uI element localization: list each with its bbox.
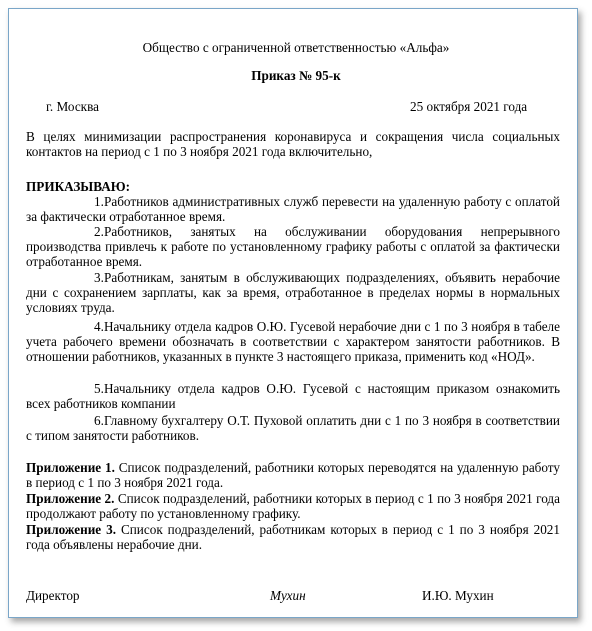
appendix-text: Список подразделений, работники которых переводятся на удаленную работу в период с 1 по 3 ноября 2021 года. — [26, 460, 560, 490]
item-text: Работникам, занятым в обслуживающих подразделениях, объявить нерабочие дни с сохранением зарплаты, как за время, отработанное в пределах нормы в нормальных условиях труда. — [26, 270, 560, 315]
appendix-label: Приложение 3. — [26, 522, 116, 537]
item-text: Работников административных служб перевести на удаленную работу с оплатой за фактически отработанное время. — [26, 194, 560, 224]
handwritten-signature: Мухин — [270, 588, 306, 603]
signer-name: И.Ю. Мухин — [422, 588, 494, 603]
appendix-label: Приложение 1. — [26, 460, 115, 475]
signer-role: Директор — [26, 588, 80, 603]
order-item-4 — [26, 319, 560, 364]
appendix-3 — [26, 522, 560, 552]
intro-paragraph: В целях минимизации распространения коронавируса и сокращения числа социальных контактов на период с 1 по 3 ноября 2021 года включительно, — [26, 129, 560, 159]
item-number: 3. — [94, 270, 104, 285]
appendix-1 — [26, 460, 560, 490]
item-text: Начальнику отдела кадров О.Ю. Гусевой нерабочие дни с 1 по 3 ноября в табеле учета рабочего времени обозначать в соответствии с характером занятости работников. В отношении работников, указанных в пункте 3 настоящего приказа, применить код «НОД». — [26, 319, 560, 364]
item-number: 6. — [94, 413, 104, 428]
item-text: Начальнику отдела кадров О.Ю. Гусевой с настоящим приказом ознакомить всех работников компании — [26, 381, 560, 411]
item-number: 5. — [94, 381, 104, 396]
appendix-text: Список подразделений, работники которых в период с 1 по 3 ноября 2021 года продолжают работу по установленному графику. — [26, 491, 560, 521]
order-item-3 — [26, 270, 560, 315]
order-item-1 — [26, 194, 560, 224]
item-number: 1. — [94, 194, 104, 209]
item-number: 4. — [94, 319, 104, 334]
order-item-5 — [26, 381, 560, 411]
order-item-2 — [26, 224, 560, 269]
item-text: Главному бухгалтеру О.Т. Пуховой оплатить дни с 1 по 3 ноября в соответствии с типом занятости работников. — [26, 413, 560, 443]
order-title: Приказ № 95-к — [251, 68, 341, 83]
order-heading: ПРИКАЗЫВАЮ: — [26, 179, 130, 194]
order-date: 25 октября 2021 года — [410, 99, 528, 114]
item-text: Работников, занятых на обслуживании оборудования непрерывного производства привлечь к работе по установленному графику работы с оплатой за фактически отработанное время. — [26, 224, 560, 269]
order-city: г. Москва — [46, 99, 99, 114]
appendix-2 — [26, 491, 560, 521]
item-number: 2. — [94, 224, 104, 239]
appendix-text: Список подразделений, работникам которых в период с 1 по 3 ноября 2021 года объявлены нерабочие дни. — [26, 522, 560, 552]
appendix-label: Приложение 2. — [26, 491, 115, 506]
order-item-6 — [26, 413, 560, 443]
organization-name: Общество с ограниченной ответственностью «Альфа» — [142, 40, 450, 55]
